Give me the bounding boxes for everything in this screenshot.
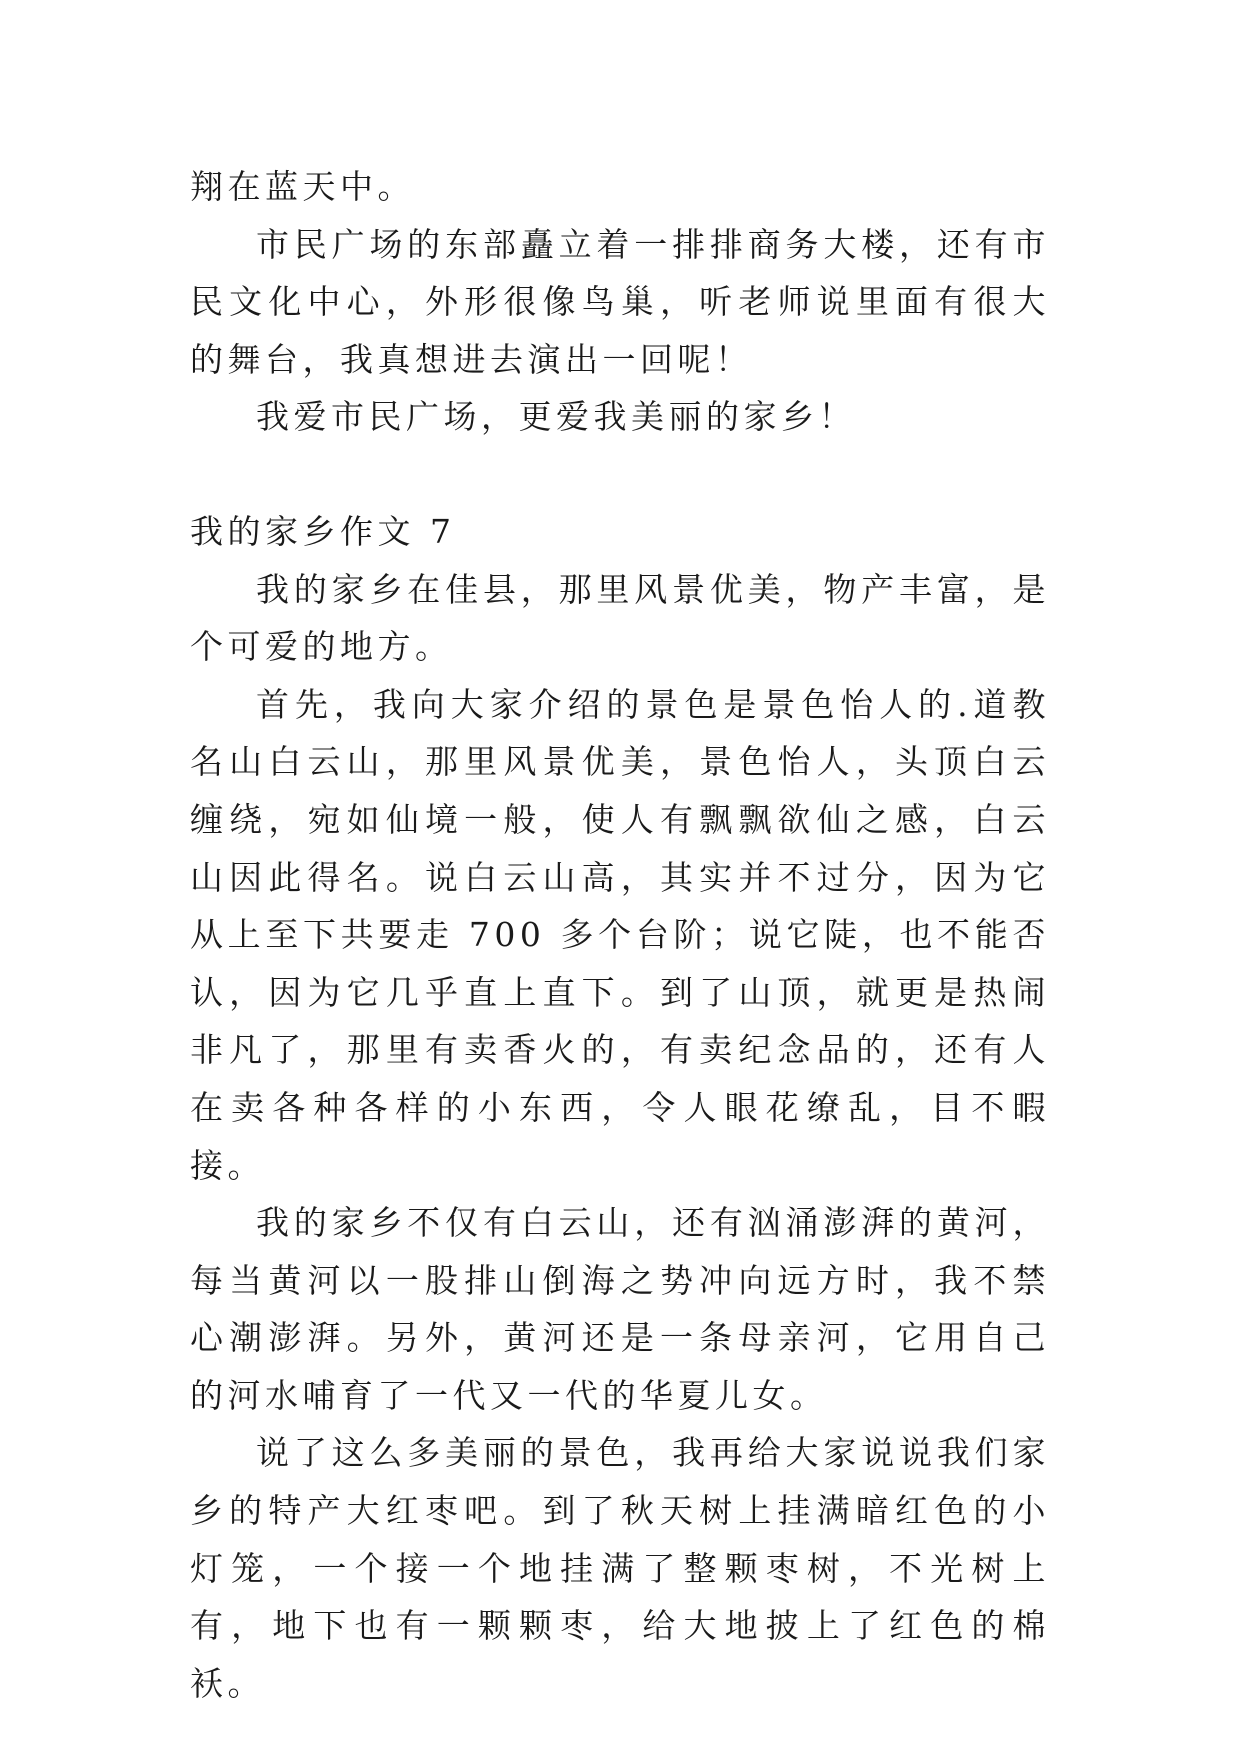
paragraph-love-square: 我爱市民广场，更爱我美丽的家乡！	[256, 397, 856, 437]
paragraph-intro: 我的家乡在佳县，那里风景优美，物产丰富，是个可爱的地方。	[190, 569, 1050, 667]
document-body	[190, 158, 1050, 1712]
section-title: 我的家乡作文 7	[190, 511, 456, 551]
paragraph-civic-center: 市民广场的东部矗立着一排排商务大楼，还有市民文化中心，外形很像鸟巢，听老师说里面有很大的舞台，我真想进去演出一回呢！	[190, 224, 1050, 379]
paragraph-continuation: 翔在蓝天中。	[190, 167, 415, 206]
paragraph-yellow-river: 我的家乡不仅有白云山，还有汹涌澎湃的黄河，每当黄河以一股排山倒海之势冲向远方时，我不禁心潮澎湃。另外，黄河还是一条母亲河，它用自己的河水哺育了一代又一代的华夏儿女。	[190, 1203, 1050, 1415]
paragraph-red-dates: 说了这么多美丽的景色，我再给大家说说我们家乡的特产大红枣吧。到了秋天树上挂满暗红色的小灯笼，一个接一个地挂满了整颗枣树，不光树上有，地下也有一颗颗枣，给大地披上了红色的棉袄。	[190, 1433, 1050, 1703]
paragraph-baiyun-mountain: 首先，我向大家介绍的景色是景色怡人的.道教名山白云山，那里风景优美，景色怡人，头顶白云缠绕，宛如仙境一般，使人有飘飘欲仙之感，白云山因此得名。说白云山高，其实并不过分，因为它从上至下共要走 700 多个台阶；说它陡，也不能否认，因为它几乎直上直下。到了山顶，就更是热闹非凡了，那里有卖香火的，有卖纪念品的，还有人在卖各种各样的小东西，令人眼花缭乱，目不暇接。	[190, 684, 1050, 1185]
section-spacer	[190, 446, 1050, 503]
